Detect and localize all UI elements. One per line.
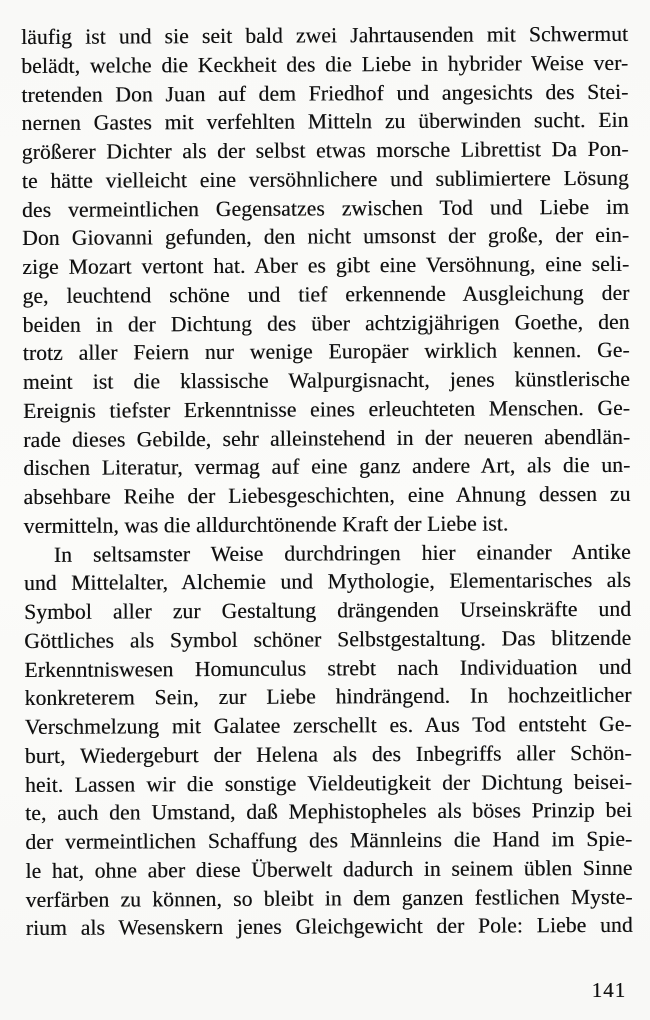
text-line: rium als Wesenskern jenes Gleichgewicht der Pole: Liebe und bbox=[25, 913, 633, 941]
text-line: größerer Dichter als der selbst etwas morsche Librettist Da Pon- bbox=[21, 136, 629, 164]
text-line: Verschmelzung mit Galatee zerschellt es. Aus Tod entsteht Ge- bbox=[24, 711, 632, 739]
text-line: trotz aller Feiern nur wenige Europäer wirklich kennen. Ge- bbox=[22, 338, 630, 366]
page-text bbox=[21, 20, 633, 1008]
text-line: te hätte vielleicht eine versöhnlichere und sublimiertere Lösung bbox=[21, 165, 629, 193]
text-line: ge, leuchtend schöne und tief erkennende Ausgleichung der bbox=[22, 280, 630, 308]
text-line: läufig ist und sie seit bald zwei Jahrtausenden mit Schwermut bbox=[21, 21, 629, 49]
text-line: und Mittelalter, Alchemie und Mythologie, Elementarisches als bbox=[23, 568, 631, 596]
text-line: vermitteln, was die alldurchtönende Kraft der Liebe ist. bbox=[23, 511, 509, 538]
text-line: meint ist die klassische Walpurgisnacht, jenes künstlerische bbox=[22, 366, 630, 394]
text-line: nernen Gastes mit verfehlten Mitteln zu überwinden sucht. Ein bbox=[21, 108, 629, 136]
text-line: dischen Literatur, vermag auf eine ganz andere Art, als die un- bbox=[23, 453, 631, 481]
text-line: des vermeintlichen Gegensatzes zwischen Tod und Liebe im bbox=[21, 194, 630, 222]
paragraph-1 bbox=[21, 20, 631, 541]
text-line: verfärben zu können, so bleibt in dem ganzen festlichen Myste- bbox=[25, 884, 633, 912]
text-line: der vermeintlichen Schaffung des Männleins die Hand im Spie- bbox=[25, 826, 633, 854]
text-line: Symbol aller zur Gestaltung drängenden Urseinskräfte und bbox=[24, 596, 632, 624]
text-line: absehbare Reihe der Liebesgeschichten, eine Ahnung dessen zu bbox=[23, 481, 631, 509]
text-line: zige Mozart vertont hat. Aber es gibt eine Versöhnung, eine seli- bbox=[22, 251, 630, 279]
text-line: rade dieses Gebilde, sehr alleinstehend in der neueren abendlän- bbox=[23, 424, 631, 452]
text-line: belädt, welche die Keckheit des die Liebe in hybrider Weise ver- bbox=[21, 50, 629, 78]
text-line: konkreterem Sein, zur Liebe hindrängend. In hochzeitlicher bbox=[24, 683, 632, 711]
text-line: tretenden Don Juan auf dem Friedhof und angesichts des Stei- bbox=[21, 79, 629, 107]
text-line: Don Giovanni gefunden, den nicht umsonst der große, der ein- bbox=[22, 223, 630, 251]
text-line: burt, Wiedergeburt der Helena als des Inbegriffs aller Schön- bbox=[24, 740, 632, 768]
text-line: Göttliches als Symbol schöner Selbstgestaltung. Das blitzende bbox=[24, 625, 632, 653]
text-line: beiden in der Dichtung des über achtzigjährigen Goethe, den bbox=[22, 309, 630, 337]
text-line: Erkenntniswesen Homunculus strebt nach Individuation und bbox=[24, 654, 632, 682]
text-line: heit. Lassen wir die sonstige Vieldeutigkeit der Dichtung beisei- bbox=[24, 769, 633, 797]
page-number: 141 bbox=[591, 977, 627, 1003]
paragraph-2 bbox=[24, 537, 633, 943]
text-line: le hat, ohne aber diese Überwelt dadurch in seinem üblen Sinne bbox=[25, 855, 633, 883]
text-line: te, auch den Umstand, daß Mephistopheles als böses Prinzip bei bbox=[25, 798, 633, 826]
text-line: In seltsamster Weise durchdringen hier einander Antike bbox=[53, 539, 631, 567]
text-line: Ereignis tiefster Erkenntnisse eines erleuchteten Menschen. Ge- bbox=[22, 395, 631, 423]
